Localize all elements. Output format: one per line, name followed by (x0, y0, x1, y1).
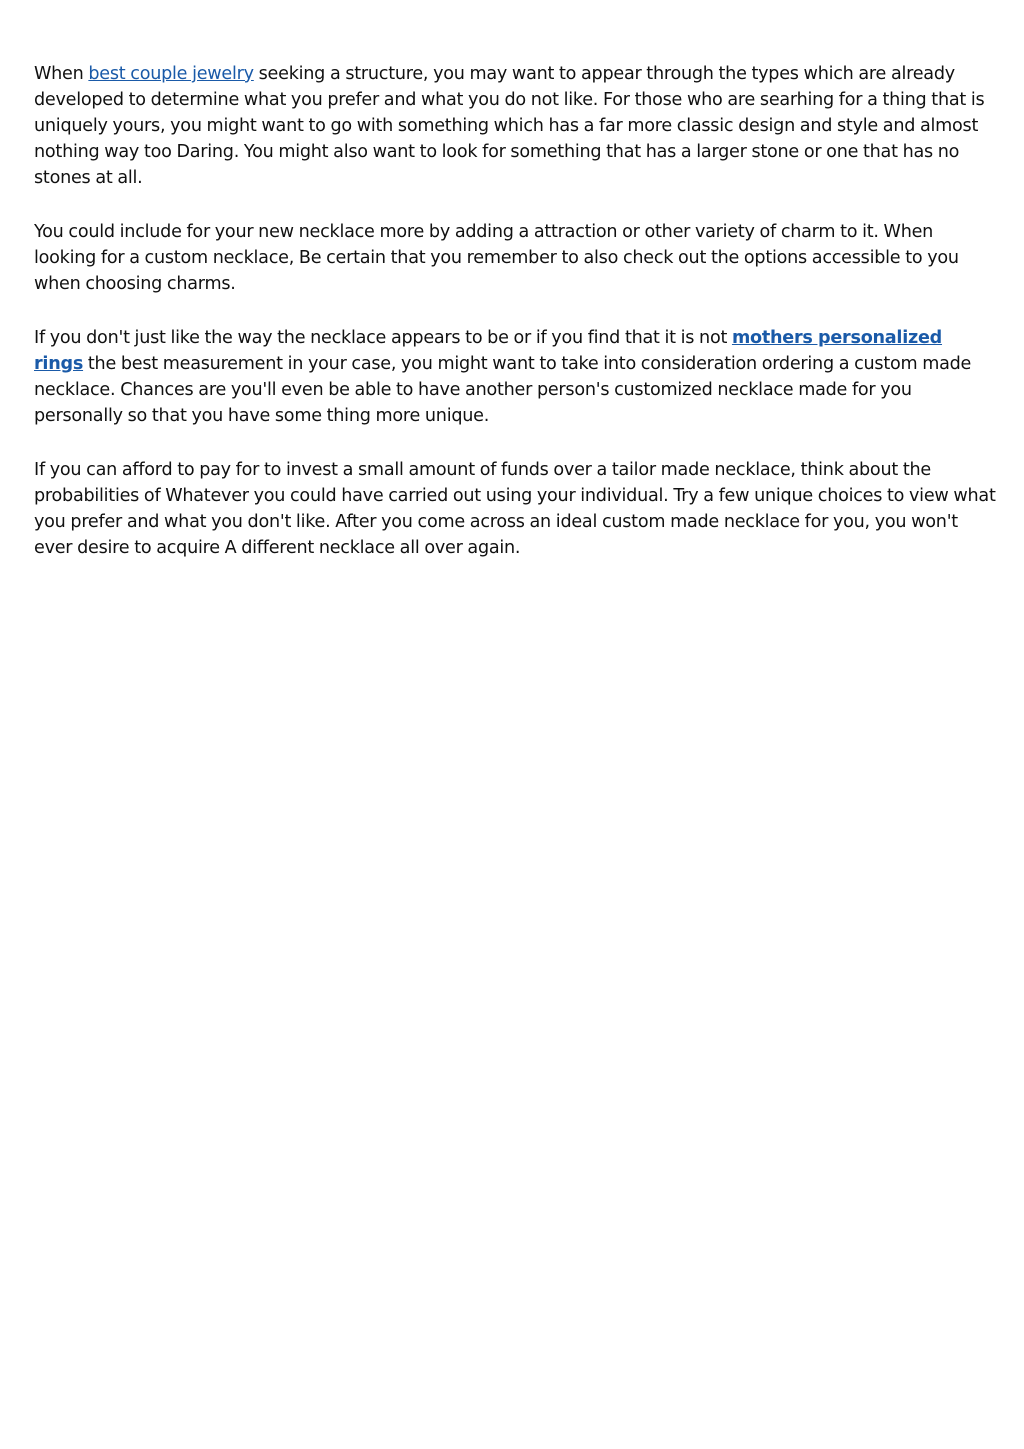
mothers-personalized-rings-link[interactable]: mothers personalized rings (34, 328, 943, 374)
paragraph-1-text-before: When (34, 64, 89, 84)
paragraph-2: You could include for your new necklace more by adding a attraction or other variety of charm to it. When looking for a custom necklace, Be certain that you remember to also check out the options accessible to you when choosing charms. (34, 222, 959, 294)
paragraph-3-text-before: If you don't just like the way the necklace appears to be or if you find that it is not (34, 328, 732, 348)
document-body (34, 61, 996, 589)
best-couple-jewelry-link[interactable]: best couple jewelry (88, 64, 254, 84)
paragraph-4: If you can afford to pay for to invest a small amount of funds over a tailor made necklace, think about the probabilities of Whatever you could have carried out using your individual. Try a few unique choices to view what you prefer and what you don't like. After you come across an ideal custom made necklace for you, you won't ever desire to acquire A different necklace all over again. (34, 460, 996, 558)
paragraph-1-text-after: seeking a structure, you may want to appear through the types which are already developed to determine what you prefer and what you do not like. For those who are searhing for a thing that is uniquely yours, you might want to go with something which has a far more classic design and style and almost nothing way too Daring. You might also want to look for something that has a larger stone or one that has no stones at all. (34, 64, 985, 188)
paragraph-3-text-after: the best measurement in your case, you might want to take into consideration ordering a custom made necklace. Chances are you'll even be able to have another person's customized necklace made for you personally so that you have some thing more unique. (34, 354, 972, 426)
paragraph-3 (34, 325, 996, 429)
paragraph-1 (34, 61, 996, 191)
